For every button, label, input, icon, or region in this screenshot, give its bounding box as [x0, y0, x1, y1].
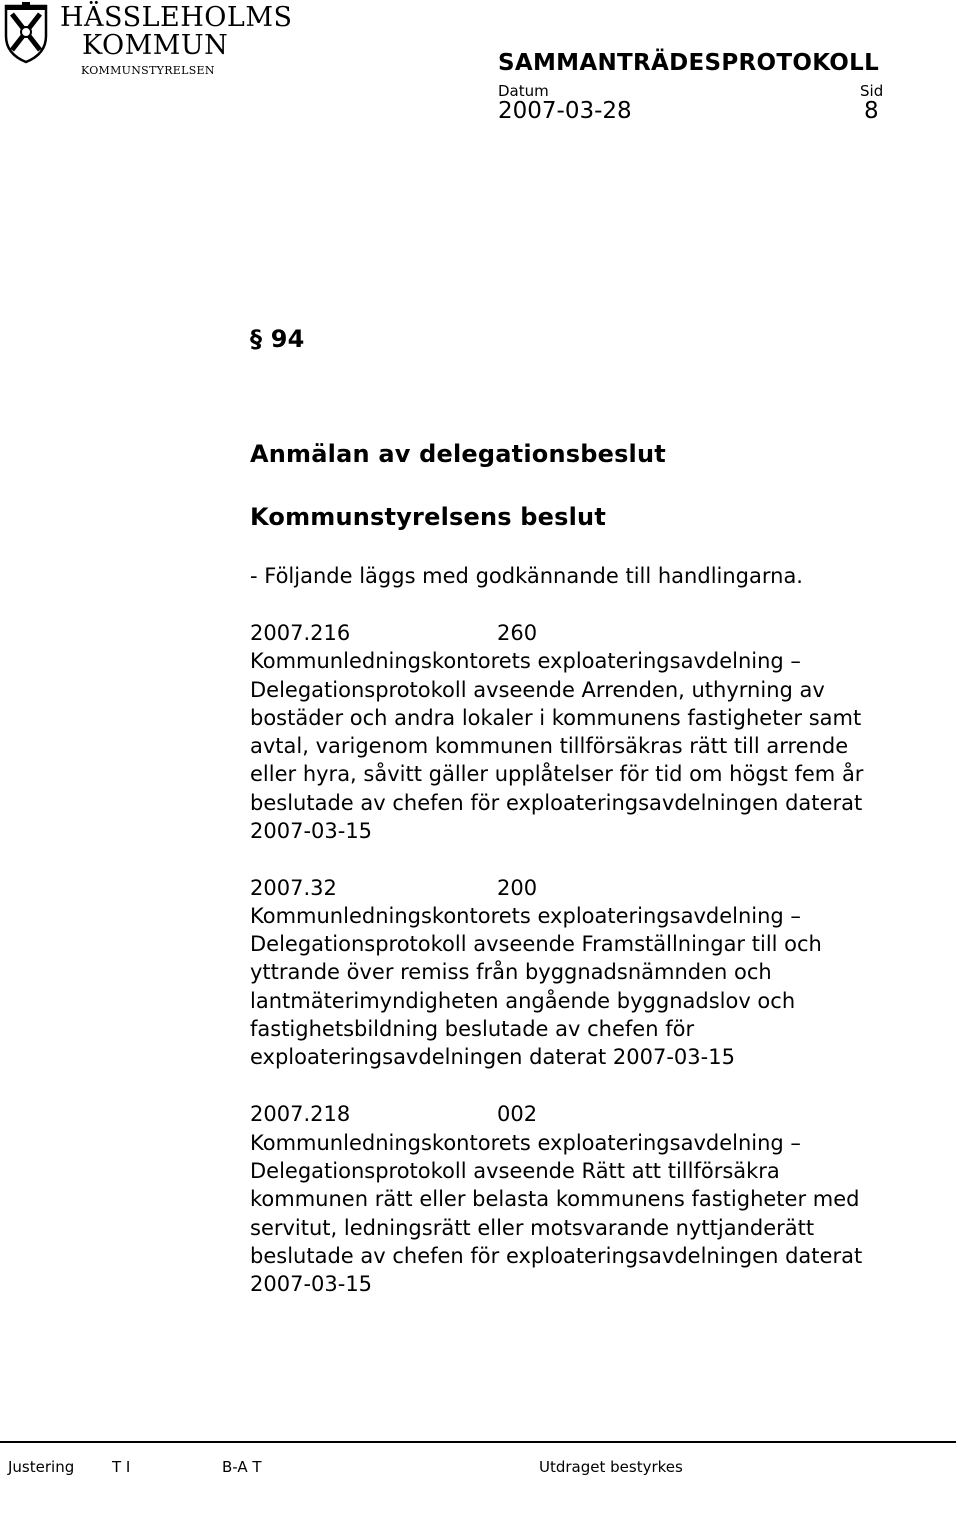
entry-line: Delegationsprotokoll avseende Framställningar till och — [250, 932, 822, 956]
entry-line: eller hyra, såvitt gäller upplåtelser för tid om högst fem år — [250, 762, 864, 786]
decision-heading: Kommunstyrelsens beslut — [250, 503, 607, 531]
entry-line: beslutade av chefen för exploateringsavdelningen daterat — [250, 1244, 863, 1268]
entry-line: avtal, varigenom kommunen tillförsäkras rätt till arrende — [250, 734, 849, 758]
municipal-coat-of-arms-icon — [2, 2, 50, 64]
entry-line: bostäder och andra lokaler i kommunens fastigheter samt — [250, 706, 862, 730]
entry-code: 2007.32 — [250, 876, 337, 900]
paragraph-number: § 94 — [250, 325, 305, 353]
justering-label: Justering — [8, 1458, 75, 1476]
entry-number: 260 — [497, 621, 538, 645]
sid-label: Sid — [860, 82, 884, 100]
entry-line: beslutade av chefen för exploateringsavdelningen daterat — [250, 791, 863, 815]
entry-line: yttrande över remiss från byggnadsnämnden och — [250, 960, 772, 984]
entry-line: Delegationsprotokoll avseende Rätt att tillförsäkra — [250, 1159, 780, 1183]
logo-name-line2: KOMMUN — [82, 30, 229, 61]
entry-line: 2007-03-15 — [250, 1272, 373, 1296]
entry-line: 2007-03-15 — [250, 819, 373, 843]
footer-divider — [0, 1441, 956, 1443]
municipality-logo — [2, 2, 293, 78]
entry-line: exploateringsavdelningen daterat 2007-03-15 — [250, 1045, 735, 1069]
entry-line: kommunen rätt eller belasta kommunens fastigheter med — [250, 1187, 860, 1211]
entry-code: 2007.218 — [250, 1102, 351, 1126]
entry-number: 002 — [497, 1102, 538, 1126]
entry-line: servitut, ledningsrätt eller motsvarande nyttjanderätt — [250, 1216, 815, 1240]
justering-initials-1: T I — [112, 1458, 131, 1476]
entry-line: Kommunledningskontorets exploateringsavdelning – — [250, 904, 801, 928]
entry-code: 2007.216 — [250, 621, 351, 645]
meeting-date: 2007-03-28 — [498, 98, 632, 124]
entry-line: Kommunledningskontorets exploateringsavdelning – — [250, 1131, 801, 1155]
decision-intro: - Följande läggs med godkännande till handlingarna. — [250, 564, 803, 588]
section-title: Anmälan av delegationsbeslut — [250, 440, 666, 468]
page-number: 8 — [864, 98, 879, 124]
logo-name-line1: HÄSSLEHOLMS — [60, 2, 293, 33]
entry-line: Kommunledningskontorets exploateringsavdelning – — [250, 649, 801, 673]
entry-line: fastighetsbildning beslutade av chefen för — [250, 1017, 695, 1041]
entry-number: 200 — [497, 876, 538, 900]
datum-label: Datum — [498, 82, 549, 100]
entry-line: Delegationsprotokoll avseende Arrenden, uthyrning av — [250, 678, 825, 702]
document-type: SAMMANTRÄDESPROTOKOLL — [498, 50, 880, 76]
logo-name-line3: KOMMUNSTYRELSEN — [81, 64, 215, 77]
justering-initials-2: B-A T — [222, 1458, 262, 1476]
utdrag-label: Utdraget bestyrkes — [539, 1458, 683, 1476]
entry-line: lantmäterimyndigheten angående byggnadslov och — [250, 989, 796, 1013]
